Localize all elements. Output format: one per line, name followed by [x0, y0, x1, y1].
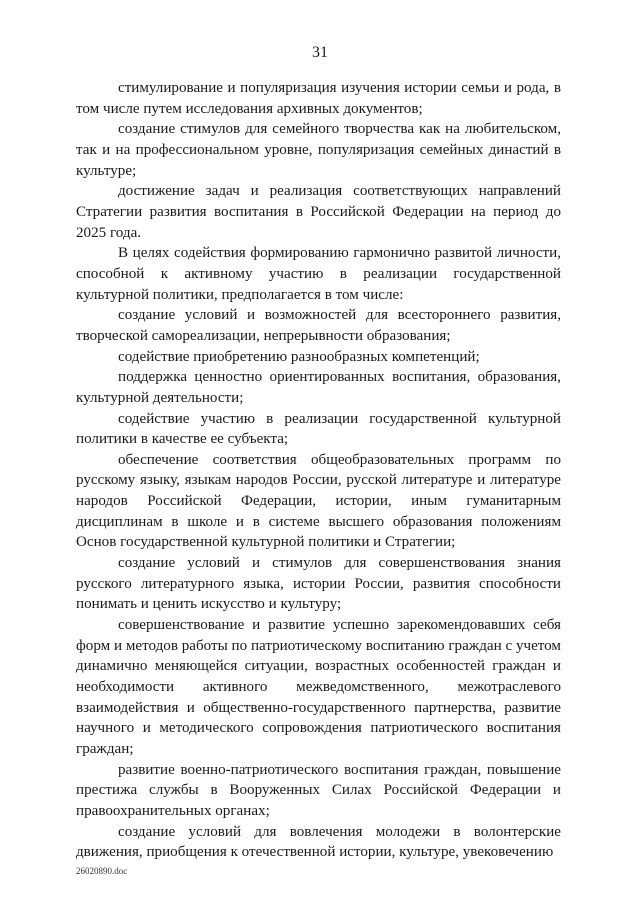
paragraph: достижение задач и реализация соответствующих направлений Стратегии развития воспитания в Российской Федерации на период до 2025 года.: [76, 183, 561, 241]
paragraph: создание стимулов для семейного творчества как на любительском, так и на профессиональном уровне, популяризация семейных династий в культуре;: [76, 121, 561, 179]
document-file-code: 26020890.doc: [76, 866, 128, 876]
document-body: [76, 78, 561, 863]
paragraph: создание условий и возможностей для всестороннего развития, творческой самореализации, непрерывности образования;: [76, 307, 561, 344]
paragraph: создание условий и стимулов для совершенствования знания русского литературного языка, истории России, развития способности понимать и ценить искусство и культуру;: [76, 555, 561, 613]
paragraph: поддержка ценностно ориентированных воспитания, образования, культурной деятельности;: [76, 369, 561, 406]
paragraph: создание условий для вовлечения молодежи в волонтерские движения, приобщения к отечественной истории, культуре, увековечению: [76, 823, 561, 861]
paragraph: В целях содействия формированию гармонично развитой личности, способной к активному участию в реализации государственной культурной политики, предполагается в том числе:: [76, 245, 561, 303]
paragraph: совершенствование и развитие успешно зарекомендовавших себя форм и методов работы по патриотическому воспитанию граждан с учетом динамично меняющейся ситуации, возрастных особенностей граждан и необходимости активного межведомственного, межотраслевого взаимодействия и общественно-государственного партнерства, развитие научного и методического сопровождения патриотического воспитания граждан;: [76, 617, 561, 757]
paragraph: содействие участию в реализации государственной культурной политики в качестве ее субъекта;: [76, 410, 561, 448]
paragraph: развитие военно-патриотического воспитания граждан, повышение престижа службы в Вооруженных Силах Российской Федерации и правоохранительных органах;: [76, 761, 561, 819]
page-number: 31: [312, 44, 328, 61]
paragraph: обеспечение соответствия общеобразовательных программ по русскому языку, языкам народов России, русской литературе и литературе народов Российской Федерации, истории, иным гуманитарным дисциплинам в школе и в системе высшего образования положениям Основ государственной культурной политики и Стратегии;: [76, 451, 561, 551]
paragraph: содействие приобретению разнообразных компетенций;: [118, 348, 480, 365]
paragraph: стимулирование и популяризация изучения истории семьи и рода, в том числе путем исследования архивных документов;: [76, 80, 561, 117]
